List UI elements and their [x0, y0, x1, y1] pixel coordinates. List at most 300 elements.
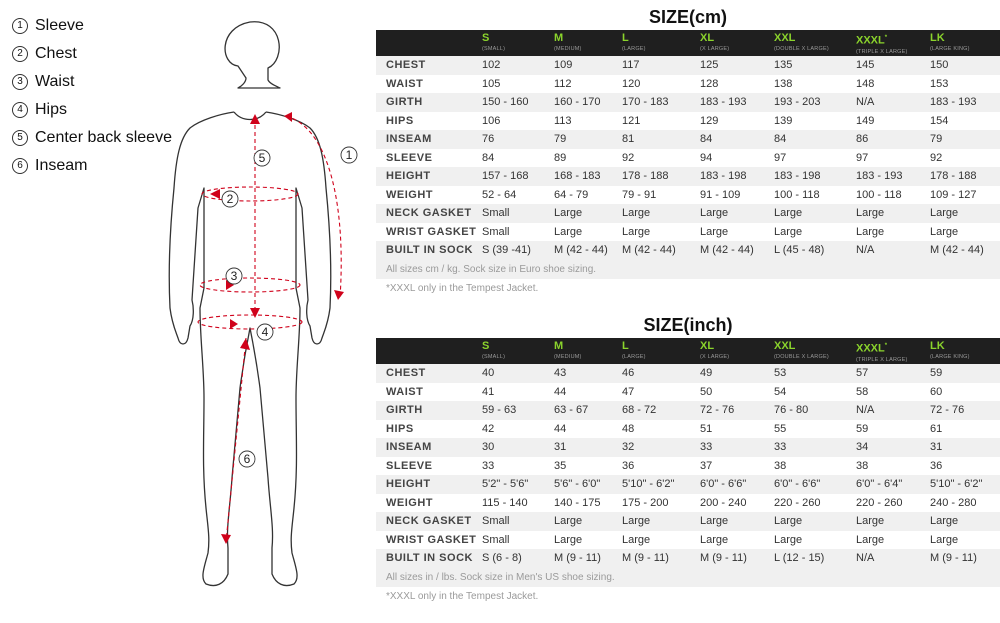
row-label: WAIST	[386, 385, 424, 398]
table-cell: Large	[622, 207, 651, 219]
table-cell: 57	[856, 367, 869, 379]
size-col-xl	[700, 30, 774, 56]
table-cell: Large	[622, 225, 651, 238]
table-cell: 5'10" - 6'2"	[622, 478, 675, 490]
size-name: (TRIPLE X LARGE)	[856, 48, 908, 55]
table-cell: 112	[554, 77, 572, 90]
size-code: L	[622, 32, 629, 44]
row-label: HIPS	[386, 422, 414, 435]
legend-item-hips	[12, 96, 172, 124]
table-cell: 117	[622, 59, 640, 71]
size-name: (LARGE KING)	[930, 46, 970, 52]
table-cell: 32	[622, 441, 635, 453]
table-cell: 193 - 203	[774, 96, 821, 108]
size-code: XXXL	[856, 34, 885, 47]
table-cell: 36	[622, 459, 635, 472]
table-cell: 178 - 188	[930, 170, 977, 182]
legend-number: 1	[12, 18, 28, 34]
table-cell: 72 - 76	[700, 404, 735, 416]
table-cell: 240 - 280	[930, 496, 977, 509]
size-col-xxl	[774, 30, 856, 56]
table-cell: M (42 - 44)	[930, 244, 984, 256]
table-row	[376, 420, 1000, 439]
table-cell: 92	[622, 151, 635, 164]
table-cell: S (6 - 8)	[482, 552, 522, 564]
table-cell: 60	[930, 385, 943, 398]
table-cell: 183 - 198	[700, 170, 747, 182]
table-cell: M (9 - 11)	[554, 552, 601, 564]
size-mark: *	[884, 35, 888, 41]
table-cell: 157 - 168	[482, 170, 529, 182]
table-cell: 37	[700, 459, 713, 472]
legend-label: Hips	[35, 101, 68, 118]
size-inch-title: SIZE(inch)	[643, 315, 733, 335]
table-cell: 38	[774, 459, 787, 472]
table-cell: 33	[774, 441, 787, 453]
table-cell: 220 - 260	[774, 496, 821, 509]
size-mark: *	[884, 343, 888, 349]
size-col-m	[554, 338, 622, 364]
table-cell: 59 - 63	[482, 404, 517, 416]
marker-number: 6	[243, 452, 251, 466]
inch-note-xxxl: *XXXL only in the Tempest Jacket.	[386, 590, 539, 602]
table-cell: N/A	[856, 244, 875, 256]
row-label: BUILT IN SOCK	[386, 244, 473, 256]
table-row	[376, 531, 1000, 550]
table-cell: 109	[554, 59, 573, 71]
table-cell: 154	[930, 114, 949, 127]
size-col-m	[554, 30, 622, 56]
table-cell: 92	[930, 151, 943, 164]
table-cell: S (39 -41)	[482, 244, 531, 256]
table-cell: 175 - 200	[622, 496, 669, 509]
table-cell: 38	[856, 459, 869, 472]
size-col-lk	[930, 338, 1000, 364]
table-cell: 33	[700, 441, 713, 453]
legend-number: 5	[12, 130, 28, 146]
size-name: (SMALL)	[482, 354, 506, 360]
size-col-lk	[930, 30, 1000, 56]
table-cell: 63 - 67	[554, 404, 589, 416]
table-cell: 91 - 109	[700, 188, 741, 201]
table-row	[376, 241, 1000, 260]
table-cell: 44	[554, 422, 567, 435]
table-cell: 31	[930, 441, 943, 453]
table-row	[376, 204, 1000, 223]
body-outline	[169, 22, 331, 586]
table-cell: 35	[554, 459, 567, 472]
table-cell: Large	[930, 207, 959, 219]
table-cell: 68 - 72	[622, 404, 657, 416]
table-cell: Large	[856, 207, 885, 219]
table-cell: 86	[856, 133, 869, 145]
table-row	[376, 549, 1000, 568]
legend-item-inseam	[12, 152, 172, 180]
table-cell: Large	[622, 533, 651, 546]
size-code: XXL	[774, 340, 796, 352]
marker-number: 1	[345, 148, 353, 162]
table-cell: Small	[482, 533, 510, 546]
legend-number: 3	[12, 74, 28, 90]
size-inch-table	[376, 338, 1000, 568]
table-cell: 183 - 193	[700, 96, 747, 108]
table-cell: 109 - 127	[930, 188, 977, 201]
table-cell: 220 - 260	[856, 496, 903, 509]
row-label: SLEEVE	[386, 459, 433, 472]
size-code: XL	[700, 32, 715, 44]
size-col-l	[622, 30, 700, 56]
table-cell: 168 - 183	[554, 170, 601, 182]
legend-label: Inseam	[35, 157, 88, 174]
table-cell: 102	[482, 59, 501, 71]
table-cell: 40	[482, 367, 495, 379]
table-cell: 5'10" - 6'2"	[930, 478, 983, 490]
table-cell: Large	[700, 515, 729, 527]
table-cell: 89	[554, 151, 567, 164]
table-row	[376, 364, 1000, 383]
table-cell: 76 - 80	[774, 404, 809, 416]
table-cell: M (42 - 44)	[554, 244, 608, 256]
table-cell: 41	[482, 385, 495, 398]
table-cell: 115 - 140	[482, 496, 528, 509]
size-col-l	[622, 338, 700, 364]
table-cell: 125	[700, 59, 719, 71]
row-label: SLEEVE	[386, 151, 433, 164]
size-code: S	[482, 32, 490, 44]
row-label: CHEST	[386, 59, 426, 71]
size-name: (MEDIUM)	[554, 354, 582, 360]
table-row	[376, 438, 1000, 457]
table-row	[376, 167, 1000, 186]
arrow-head	[221, 534, 231, 544]
size-name: (DOUBLE X LARGE)	[774, 46, 829, 52]
table-cell: N/A	[856, 96, 875, 108]
table-row	[376, 112, 1000, 131]
table-cell: Small	[482, 515, 510, 527]
table-row	[376, 149, 1000, 168]
legend-label: Chest	[35, 45, 77, 62]
table-cell: 54	[774, 385, 787, 398]
table-cell: 61	[930, 422, 943, 435]
row-label: BUILT IN SOCK	[386, 552, 473, 564]
table-cell: 6'0" - 6'6"	[774, 478, 821, 490]
table-cell: 5'6" - 6'0"	[554, 478, 601, 490]
header-blank	[376, 338, 482, 364]
row-label: WRIST GASKET	[386, 225, 477, 238]
table-cell: 97	[856, 151, 869, 164]
row-label: NECK GASKET	[386, 207, 472, 219]
legend-label: Waist	[35, 73, 75, 90]
table-cell: Large	[856, 225, 885, 238]
table-cell: Large	[774, 515, 803, 527]
cm-note-units: All sizes cm / kg. Sock size in Euro shoe sizing.	[376, 260, 1000, 279]
table-cell: 120	[622, 77, 641, 90]
row-label: WAIST	[386, 77, 424, 90]
legend-label: Center back sleeve	[35, 129, 172, 146]
table-cell: 51	[700, 422, 713, 435]
table-cell: 128	[700, 77, 719, 90]
table-cell: Large	[700, 225, 729, 238]
table-cell: 121	[622, 114, 641, 127]
table-cell: L (12 - 15)	[774, 552, 825, 564]
marker-chest	[222, 191, 238, 207]
table-row	[376, 75, 1000, 94]
marker-inseam	[239, 451, 255, 467]
marker-number: 4	[261, 325, 269, 339]
legend-item-sleeve	[12, 12, 172, 40]
marker-number: 2	[226, 192, 234, 206]
size-col-xxxl	[856, 30, 930, 56]
table-cell: M (9 - 11)	[700, 552, 747, 564]
table-cell: 36	[930, 459, 943, 472]
row-label: WEIGHT	[386, 188, 433, 201]
size-cm-title: SIZE(cm)	[648, 7, 727, 27]
table-cell: 153	[930, 77, 949, 90]
waist-guide	[200, 278, 300, 292]
legend-item-waist	[12, 68, 172, 96]
size-code: XXXL	[856, 342, 885, 355]
size-cm-section	[376, 6, 1000, 298]
table-cell: Large	[554, 533, 583, 546]
row-label: INSEAM	[386, 441, 432, 453]
table-cell: 170 - 183	[622, 96, 669, 108]
row-label: GIRTH	[386, 96, 423, 108]
size-col-s	[482, 338, 554, 364]
size-code-wrap	[856, 32, 930, 48]
row-label: NECK GASKET	[386, 515, 472, 527]
table-row	[376, 130, 1000, 149]
arrow-head	[240, 338, 250, 350]
table-row	[376, 512, 1000, 531]
table-cell: 34	[856, 441, 869, 453]
table-row	[376, 457, 1000, 476]
table-row	[376, 494, 1000, 513]
row-label: HEIGHT	[386, 170, 431, 182]
table-cell: 183 - 193	[856, 170, 903, 182]
table-cell: M (9 - 11)	[930, 552, 977, 564]
size-code-wrap	[856, 340, 930, 356]
table-cell: 50	[700, 385, 713, 398]
table-cell: 42	[482, 422, 495, 435]
table-cell: 183 - 198	[774, 170, 821, 182]
header-blank	[376, 30, 482, 56]
table-cell: N/A	[856, 404, 875, 416]
table-cell: Large	[622, 515, 651, 527]
size-header-row	[376, 30, 1000, 56]
size-code: LK	[930, 340, 945, 352]
row-label: GIRTH	[386, 404, 423, 416]
marker-waist	[226, 268, 242, 284]
size-inch-body	[376, 364, 1000, 568]
measurement-arrows	[210, 112, 344, 544]
table-cell: 84	[700, 133, 713, 145]
table-cell: 97	[774, 151, 787, 164]
table-cell: M (42 - 44)	[622, 244, 676, 256]
table-cell: Large	[856, 533, 885, 546]
size-cm-body	[376, 56, 1000, 260]
size-col-xl	[700, 338, 774, 364]
size-name: (LARGE KING)	[930, 354, 970, 360]
table-cell: 72 - 76	[930, 404, 965, 416]
row-label: HEIGHT	[386, 478, 431, 490]
table-row	[376, 401, 1000, 420]
size-name: (X LARGE)	[700, 354, 730, 360]
table-cell: 79	[554, 133, 567, 145]
table-cell: 33	[482, 459, 495, 472]
table-cell: Large	[774, 533, 803, 546]
marker-center-back-sleeve	[254, 150, 270, 166]
table-cell: 52 - 64	[482, 188, 517, 201]
legend-number: 2	[12, 46, 28, 62]
table-cell: L (45 - 48)	[774, 244, 825, 256]
arrow-head	[250, 308, 260, 318]
legend-label: Sleeve	[35, 17, 84, 34]
table-cell: 148	[856, 77, 875, 90]
size-name: (MEDIUM)	[554, 46, 582, 52]
table-row	[376, 223, 1000, 242]
table-row	[376, 93, 1000, 112]
table-cell: 84	[774, 133, 787, 145]
table-cell: 113	[554, 114, 572, 127]
table-cell: 200 - 240	[700, 496, 747, 509]
marker-hips	[257, 324, 273, 340]
marker-number: 5	[258, 151, 266, 165]
size-code: LK	[930, 32, 945, 44]
table-cell: 59	[930, 367, 943, 379]
table-cell: Large	[554, 515, 583, 527]
table-cell: 94	[700, 151, 713, 164]
table-cell: Large	[930, 533, 959, 546]
size-name: (TRIPLE X LARGE)	[856, 356, 908, 363]
table-cell: Large	[700, 207, 729, 219]
table-cell: 79	[930, 133, 943, 145]
sleeve-guide	[286, 116, 341, 298]
body-measurement-figure	[150, 8, 370, 608]
table-cell: 6'0" - 6'4"	[856, 478, 903, 490]
table-cell: 64 - 79	[554, 188, 589, 201]
table-cell: 31	[554, 441, 567, 453]
size-code: M	[554, 32, 564, 44]
table-cell: Large	[856, 515, 885, 527]
arrow-head	[230, 319, 238, 329]
legend-number: 6	[12, 158, 28, 174]
table-cell: Large	[554, 207, 583, 219]
table-row	[376, 383, 1000, 402]
table-cell: 5'2" - 5'6"	[482, 478, 529, 490]
table-cell: 47	[622, 385, 635, 398]
table-row	[376, 56, 1000, 75]
size-col-s	[482, 30, 554, 56]
size-name: (SMALL)	[482, 46, 506, 52]
table-cell: Small	[482, 225, 510, 238]
table-cell: 49	[700, 367, 713, 379]
row-label: WEIGHT	[386, 496, 433, 509]
table-cell: Large	[930, 225, 959, 238]
row-label: CHEST	[386, 367, 426, 379]
arrow-head	[334, 290, 344, 300]
hips-guide	[198, 315, 302, 329]
marker-sleeve	[341, 147, 357, 163]
size-code: XXL	[774, 32, 796, 44]
size-code: XL	[700, 340, 715, 352]
figure-markers	[222, 147, 357, 467]
table-cell: M (42 - 44)	[700, 244, 754, 256]
table-cell: 100 - 118	[774, 188, 820, 201]
table-cell: 6'0" - 6'6"	[700, 478, 747, 490]
table-cell: 135	[774, 59, 793, 71]
table-cell: 105	[482, 77, 501, 90]
size-code: L	[622, 340, 629, 352]
legend-item-center-back-sleeve	[12, 124, 172, 152]
table-cell: Large	[554, 225, 583, 238]
size-name: (X LARGE)	[700, 46, 730, 52]
size-col-xxxl	[856, 338, 930, 364]
size-code: S	[482, 340, 490, 352]
table-cell: 178 - 188	[622, 170, 669, 182]
table-cell: 138	[774, 77, 793, 90]
table-cell: 145	[856, 59, 875, 71]
table-cell: 183 - 193	[930, 96, 977, 108]
table-cell: 149	[856, 114, 875, 127]
table-cell: 150	[930, 59, 949, 71]
table-cell: 100 - 118	[856, 188, 902, 201]
table-cell: Large	[774, 225, 803, 238]
table-cell: M (9 - 11)	[622, 552, 669, 564]
size-name: (LARGE)	[622, 46, 646, 52]
table-cell: Large	[774, 207, 803, 219]
table-cell: 58	[856, 385, 869, 398]
table-cell: 84	[482, 151, 495, 164]
table-cell: 81	[622, 133, 635, 145]
table-cell: 43	[554, 367, 567, 379]
table-cell: 44	[554, 385, 567, 398]
table-cell: 79 - 91	[622, 188, 657, 201]
table-row	[376, 186, 1000, 205]
table-cell: 76	[482, 133, 495, 145]
table-cell: 106	[482, 114, 501, 127]
table-cell: 30	[482, 441, 495, 453]
table-cell: 48	[622, 422, 635, 435]
size-inch-section	[376, 314, 1000, 606]
table-row	[376, 475, 1000, 494]
table-cell: 140 - 175	[554, 496, 601, 509]
table-cell: Small	[482, 207, 510, 219]
marker-number: 3	[230, 269, 238, 283]
table-cell: Large	[930, 515, 959, 527]
legend-number: 4	[12, 102, 28, 118]
table-cell: 150 - 160	[482, 96, 529, 108]
legend-item-chest	[12, 40, 172, 68]
row-label: INSEAM	[386, 133, 432, 145]
inch-note-units: All sizes in / lbs. Sock size in Men's US shoe sizing.	[376, 568, 1000, 587]
size-cm-table	[376, 30, 1000, 260]
size-code: M	[554, 340, 564, 352]
table-cell: 53	[774, 367, 787, 379]
size-name: (DOUBLE X LARGE)	[774, 354, 829, 360]
row-label: HIPS	[386, 114, 414, 127]
table-cell: 46	[622, 367, 635, 379]
table-cell: N/A	[856, 552, 875, 564]
size-header-row	[376, 338, 1000, 364]
size-name: (LARGE)	[622, 354, 646, 360]
table-cell: 129	[700, 114, 719, 127]
table-cell: 55	[774, 422, 787, 435]
table-cell: 59	[856, 422, 869, 435]
table-cell: 160 - 170	[554, 96, 601, 108]
arrow-head	[210, 189, 220, 199]
row-label: WRIST GASKET	[386, 533, 477, 546]
table-cell: Large	[700, 533, 729, 546]
